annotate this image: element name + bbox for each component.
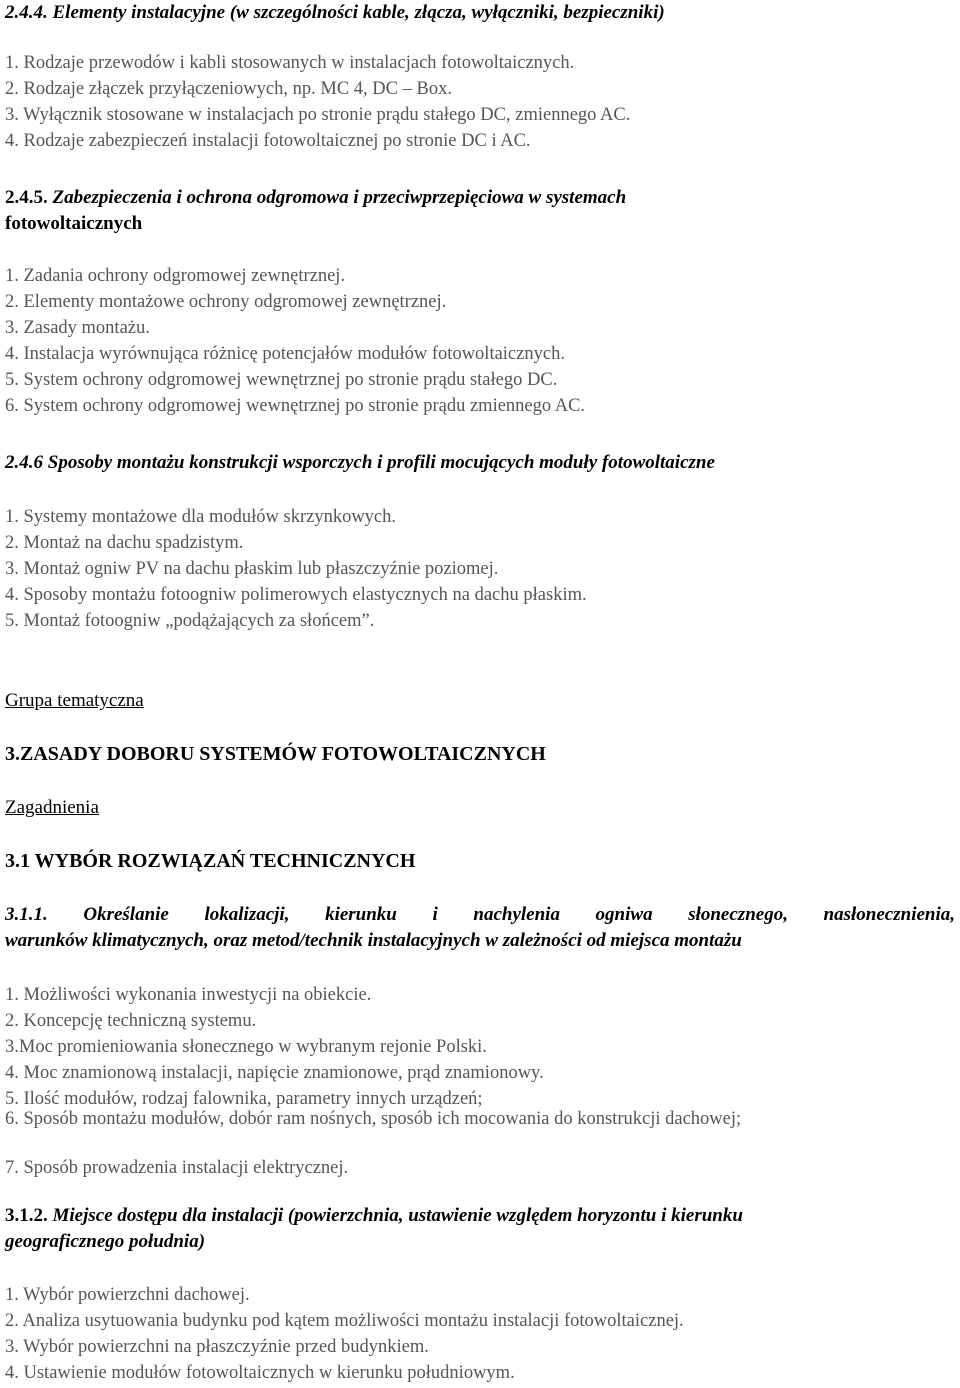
list-item: 3. Wyłącznik stosowane w instalacjach po stronie prądu stałego DC, zmiennego AC. [5, 105, 631, 125]
heading-number: 2.4.5. [5, 187, 48, 208]
heading-2-4-6: 2.4.6 Sposoby montażu konstrukcji wsporczych i profili mocujących moduły fotowoltaiczne [5, 452, 715, 473]
list-item: 1. Możliwości wykonania inwestycji na obiekcie. [5, 985, 372, 1005]
topics-label: Zagadnienia [5, 797, 99, 818]
list-item: 3.Moc promieniowania słonecznego w wybranym rejonie Polski. [5, 1037, 487, 1057]
list-item: 6. System ochrony odgromowej wewnętrznej po stronie prądu zmiennego AC. [5, 396, 586, 416]
list-item: 1. Systemy montażowe dla modułów skrzynkowych. [5, 507, 397, 527]
list-item: 4. Sposoby montażu fotoogniw polimerowych elastycznych na dachu płaskim. [5, 585, 587, 605]
list-item: 5. Ilość modułów, rodzaj falownika, parametry innych urządzeń; [5, 1089, 483, 1109]
list-item: 3. Montaż ogniw PV na dachu płaskim lub płaszczyźnie poziomej. [5, 559, 499, 579]
list-2-4-5 [5, 263, 585, 419]
heading-number: 3.1.2. [5, 1205, 48, 1226]
group-label: Grupa tematyczna [5, 690, 144, 711]
heading-text-cont: fotowoltaicznych [5, 213, 143, 234]
list-item: 4. Moc znamionową instalacji, napięcie znamionowe, prąd znamionowy. [5, 1063, 544, 1083]
section-3-1-title: 3.1 WYBÓR ROZWIĄZAŃ TECHNICZNYCH [5, 850, 416, 872]
list-2-4-6 [5, 504, 587, 634]
heading-3-1-1-cont: warunków klimatycznych, oraz metod/technik instalacyjnych w zależności od miejsca montażu [5, 930, 742, 951]
list-item: 1. Zadania ochrony odgromowej zewnętrznej. [5, 266, 346, 286]
list-item: 2. Koncepcję techniczną systemu. [5, 1011, 257, 1031]
list-item: 2. Rodzaje złączek przyłączeniowych, np. MC 4, DC – Box. [5, 79, 452, 99]
list-item: 2. Elementy montażowe ochrony odgromowej zewnętrznej. [5, 292, 447, 312]
list-2-4-4 [5, 50, 630, 154]
heading-2-4-5 [5, 185, 905, 237]
list-3-1-1 [5, 982, 544, 1112]
list-item-3-1-1-7: 7. Sposób prowadzenia instalacji elektrycznej. [5, 1158, 349, 1178]
heading-3-1-1: 3.1.1. Określanie lokalizacji, kierunku i nachylenia ogniwa słonecznego, nasłonecznienia, [5, 904, 955, 925]
heading-text: Zabezpieczenia i ochrona odgromowa i przeciwprzepięciowa w systemach [52, 187, 627, 208]
list-item-3-1-1-6: 6. Sposób montażu modułów, dobór ram nośnych, sposób ich mocowania do konstrukcji dachowej; [5, 1109, 742, 1129]
list-item: 5. System ochrony odgromowej wewnętrznej po stronie prądu stałego DC. [5, 370, 558, 390]
group-title: 3.ZASADY DOBORU SYSTEMÓW FOTOWOLTAICZNYCH [5, 743, 546, 765]
list-item: 3. Wybór powierzchni na płaszczyźnie przed budynkiem. [5, 1337, 429, 1357]
list-3-1-2 [5, 1282, 684, 1386]
list-item: 3. Zasady montażu. [5, 318, 150, 338]
heading-text-cont: geograficznego południa) [5, 1231, 206, 1252]
list-item: 4. Ustawienie modułów fotowoltaicznych w kierunku południowym. [5, 1363, 515, 1383]
list-item: 4. Instalacja wyrównująca różnicę potencjałów modułów fotowoltaicznych. [5, 344, 565, 364]
list-item: 2. Montaż na dachu spadzistym. [5, 533, 244, 553]
list-item: 1. Wybór powierzchni dachowej. [5, 1285, 250, 1305]
list-item: 5. Montaż fotoogniw „podążających za słońcem”. [5, 611, 375, 631]
list-item: 4. Rodzaje zabezpieczeń instalacji fotowoltaicznej po stronie DC i AC. [5, 131, 531, 151]
heading-text: Miejsce dostępu dla instalacji (powierzchnia, ustawienie względem horyzontu i kierunku [52, 1205, 743, 1226]
heading-3-1-2 [5, 1203, 955, 1255]
heading-2-4-4: 2.4.4. Elementy instalacyjne (w szczególności kable, złącza, wyłączniki, bezpieczniki) [5, 2, 665, 23]
list-item: 2. Analiza usytuowania budynku pod kątem możliwości montażu instalacji fotowoltaicznej. [5, 1311, 684, 1331]
list-item: 1. Rodzaje przewodów i kabli stosowanych w instalacjach fotowoltaicznych. [5, 53, 575, 73]
